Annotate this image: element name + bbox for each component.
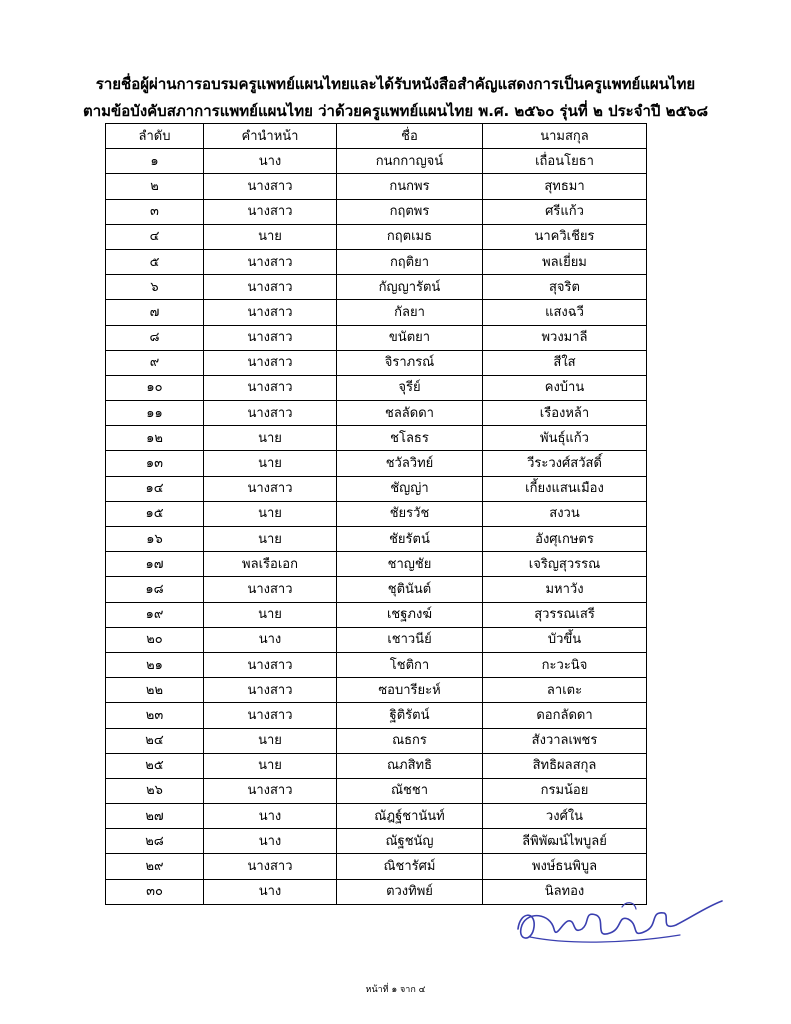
cell-order: ๑๗	[106, 552, 204, 577]
table-row	[106, 401, 647, 426]
cell-order: ๗	[106, 300, 204, 325]
cell-order: ๓	[106, 199, 204, 224]
cell-last-name: ลีพิพัฒน์ไพบูลย์	[483, 829, 647, 854]
table-row	[106, 174, 647, 199]
cell-first-name: ตวงทิพย์	[337, 879, 483, 904]
cell-order: ๑๔	[106, 476, 204, 501]
cell-order: ๔	[106, 224, 204, 249]
cell-first-name: กฤติยา	[337, 249, 483, 274]
cell-last-name: นาควิเชียร	[483, 224, 647, 249]
cell-first-name: กฤตเมธ	[337, 224, 483, 249]
cell-order: ๒๙	[106, 854, 204, 879]
cell-last-name: พลเยี่ยม	[483, 249, 647, 274]
cell-order: ๒๘	[106, 829, 204, 854]
cell-prefix: นางสาว	[204, 199, 337, 224]
cell-prefix: นางสาว	[204, 375, 337, 400]
cell-first-name: จิราภรณ์	[337, 350, 483, 375]
cell-prefix: นาง	[204, 804, 337, 829]
table-row	[106, 753, 647, 778]
cell-order: ๑๘	[106, 577, 204, 602]
table-row	[106, 325, 647, 350]
table-row	[106, 728, 647, 753]
cell-order: ๑๑	[106, 401, 204, 426]
table-row	[106, 275, 647, 300]
cell-prefix: นาย	[204, 753, 337, 778]
cell-prefix: นางสาว	[204, 778, 337, 803]
cell-order: ๒๕	[106, 753, 204, 778]
cell-last-name: มหาวัง	[483, 577, 647, 602]
cell-last-name: แสงฉวี	[483, 300, 647, 325]
cell-prefix: นางสาว	[204, 652, 337, 677]
cell-last-name: บัวขึ้น	[483, 627, 647, 652]
cell-last-name: พันธุ์แก้ว	[483, 426, 647, 451]
cell-prefix: นางสาว	[204, 249, 337, 274]
table-row	[106, 778, 647, 803]
cell-first-name: ชัยรวัช	[337, 501, 483, 526]
cell-prefix: นางสาว	[204, 401, 337, 426]
cell-first-name: กนกกาญจน์	[337, 149, 483, 174]
table-header-row	[106, 124, 647, 149]
cell-last-name: สงวน	[483, 501, 647, 526]
cell-prefix: นาย	[204, 527, 337, 552]
cell-prefix: นางสาว	[204, 703, 337, 728]
cell-order: ๘	[106, 325, 204, 350]
cell-order: ๒๔	[106, 728, 204, 753]
cell-last-name: ลาเตะ	[483, 678, 647, 703]
table-row	[106, 350, 647, 375]
document-title-line-1: รายชื่อผู้ผ่านการอบรมครูแพทย์แผนไทยและได้รับหนังสือสำคัญแสดงการเป็นครูแพทย์แผนไทย	[95, 75, 696, 93]
table-row	[106, 652, 647, 677]
page-footer: หน้าที่ ๑ จาก ๔	[365, 985, 426, 995]
header-last-name: นามสกุล	[483, 124, 647, 149]
cell-last-name: วงศ์ใน	[483, 804, 647, 829]
cell-first-name: ณัฎฐ์ชานันท์	[337, 804, 483, 829]
cell-last-name: เจริญสุวรรณ	[483, 552, 647, 577]
header-order: ลำดับ	[106, 124, 204, 149]
signature-icon	[510, 885, 730, 955]
cell-order: ๑๖	[106, 527, 204, 552]
cell-order: ๖	[106, 275, 204, 300]
cell-first-name: ชาญชัย	[337, 552, 483, 577]
cell-order: ๑๕	[106, 501, 204, 526]
cell-prefix: นางสาว	[204, 476, 337, 501]
cell-prefix: นาย	[204, 224, 337, 249]
cell-first-name: ณภสิทธิ	[337, 753, 483, 778]
cell-last-name: สิทธิผลสกุล	[483, 753, 647, 778]
header-prefix: คำนำหน้า	[204, 124, 337, 149]
cell-first-name: กนกพร	[337, 174, 483, 199]
cell-order: ๒	[106, 174, 204, 199]
cell-prefix: นาย	[204, 426, 337, 451]
cell-order: ๒๓	[106, 703, 204, 728]
table-row	[106, 300, 647, 325]
cell-first-name: ชัญญ่า	[337, 476, 483, 501]
cell-order: ๒๗	[106, 804, 204, 829]
cell-first-name: ชุตินันต์	[337, 577, 483, 602]
table-row	[106, 426, 647, 451]
table-row	[106, 375, 647, 400]
cell-prefix: นาง	[204, 627, 337, 652]
cell-first-name: ณัฐชนัญ	[337, 829, 483, 854]
cell-prefix: นาย	[204, 451, 337, 476]
cell-first-name: โชติกา	[337, 652, 483, 677]
cell-first-name: ฐิติรัตน์	[337, 703, 483, 728]
table-row	[106, 451, 647, 476]
table-row	[106, 804, 647, 829]
cell-order: ๑๓	[106, 451, 204, 476]
cell-prefix: พลเรือเอก	[204, 552, 337, 577]
cell-order: ๑๙	[106, 602, 204, 627]
cell-last-name: พวงมาลี	[483, 325, 647, 350]
cell-last-name: ศรีแก้ว	[483, 199, 647, 224]
table-row	[106, 703, 647, 728]
cell-order: ๒๖	[106, 778, 204, 803]
cell-first-name: ณัชชา	[337, 778, 483, 803]
cell-first-name: ขนัตยา	[337, 325, 483, 350]
cell-last-name: สุทธมา	[483, 174, 647, 199]
cell-first-name: กัลยา	[337, 300, 483, 325]
cell-prefix: นางสาว	[204, 300, 337, 325]
table-row	[106, 577, 647, 602]
cell-last-name: เถื่อนโยธา	[483, 149, 647, 174]
cell-last-name: คงบ้าน	[483, 375, 647, 400]
cell-order: ๒๒	[106, 678, 204, 703]
cell-last-name: เกี้ยงแสนเมือง	[483, 476, 647, 501]
cell-prefix: นางสาว	[204, 678, 337, 703]
cell-first-name: ชวัลวิทย์	[337, 451, 483, 476]
cell-first-name: ซอบารียะห์	[337, 678, 483, 703]
cell-order: ๑๐	[106, 375, 204, 400]
cell-first-name: กฤตพร	[337, 199, 483, 224]
header-first-name: ชื่อ	[337, 124, 483, 149]
cell-last-name: นิลทอง	[483, 879, 647, 904]
cell-first-name: ณิชารัศม์	[337, 854, 483, 879]
cell-first-name: จุรีย์	[337, 375, 483, 400]
cell-last-name: พงษ์ธนพิบูล	[483, 854, 647, 879]
table-row	[106, 854, 647, 879]
cell-prefix: นาง	[204, 829, 337, 854]
table-row	[106, 199, 647, 224]
cell-order: ๒๐	[106, 627, 204, 652]
table-row	[106, 501, 647, 526]
cell-last-name: อังศุเกษตร	[483, 527, 647, 552]
cell-order: ๓๐	[106, 879, 204, 904]
table-row	[106, 627, 647, 652]
cell-last-name: ดอกลัดดา	[483, 703, 647, 728]
table-row	[106, 249, 647, 274]
cell-order: ๕	[106, 249, 204, 274]
cell-order: ๒๑	[106, 652, 204, 677]
cell-first-name: ชัยรัตน์	[337, 527, 483, 552]
cell-prefix: นาย	[204, 602, 337, 627]
cell-order: ๑๒	[106, 426, 204, 451]
cell-first-name: เชฐภงฆ์	[337, 602, 483, 627]
cell-last-name: สุวรรณเสรี	[483, 602, 647, 627]
table-row	[106, 829, 647, 854]
table-row	[106, 552, 647, 577]
cell-prefix: นางสาว	[204, 325, 337, 350]
cell-first-name: กัญญารัตน์	[337, 275, 483, 300]
cell-first-name: ชลลัดดา	[337, 401, 483, 426]
cell-prefix: นาย	[204, 728, 337, 753]
table-row	[106, 149, 647, 174]
cell-first-name: ชโลธร	[337, 426, 483, 451]
cell-prefix: นางสาว	[204, 854, 337, 879]
cell-last-name: สังวาลเพชร	[483, 728, 647, 753]
cell-last-name: เรืองหล้า	[483, 401, 647, 426]
cell-prefix: นางสาว	[204, 275, 337, 300]
roster-body	[106, 149, 647, 905]
cell-order: ๙	[106, 350, 204, 375]
cell-last-name: วีระวงศ์สวัสดิ์	[483, 451, 647, 476]
cell-prefix: นาย	[204, 501, 337, 526]
table-row	[106, 678, 647, 703]
cell-prefix: นางสาว	[204, 174, 337, 199]
cell-order: ๑	[106, 149, 204, 174]
cell-prefix: นาง	[204, 149, 337, 174]
document-title-line-2: ตามข้อบังคับสภาการแพทย์แผนไทย ว่าด้วยครูแพทย์แผนไทย พ.ศ. ๒๕๖๐ รุ่นที่ ๒ ประจำปี ๒๕๖๘	[82, 102, 709, 120]
cell-prefix: นางสาว	[204, 577, 337, 602]
cell-last-name: สีใส	[483, 350, 647, 375]
cell-prefix: นาง	[204, 879, 337, 904]
cell-last-name: กะวะนิจ	[483, 652, 647, 677]
cell-first-name: เชาวนีย์	[337, 627, 483, 652]
cell-last-name: กรมน้อย	[483, 778, 647, 803]
table-row	[106, 527, 647, 552]
cell-last-name: สุจริต	[483, 275, 647, 300]
cell-prefix: นางสาว	[204, 350, 337, 375]
cell-first-name: ณธกร	[337, 728, 483, 753]
table-row	[106, 224, 647, 249]
roster-table	[105, 123, 647, 905]
table-row	[106, 476, 647, 501]
table-row	[106, 602, 647, 627]
